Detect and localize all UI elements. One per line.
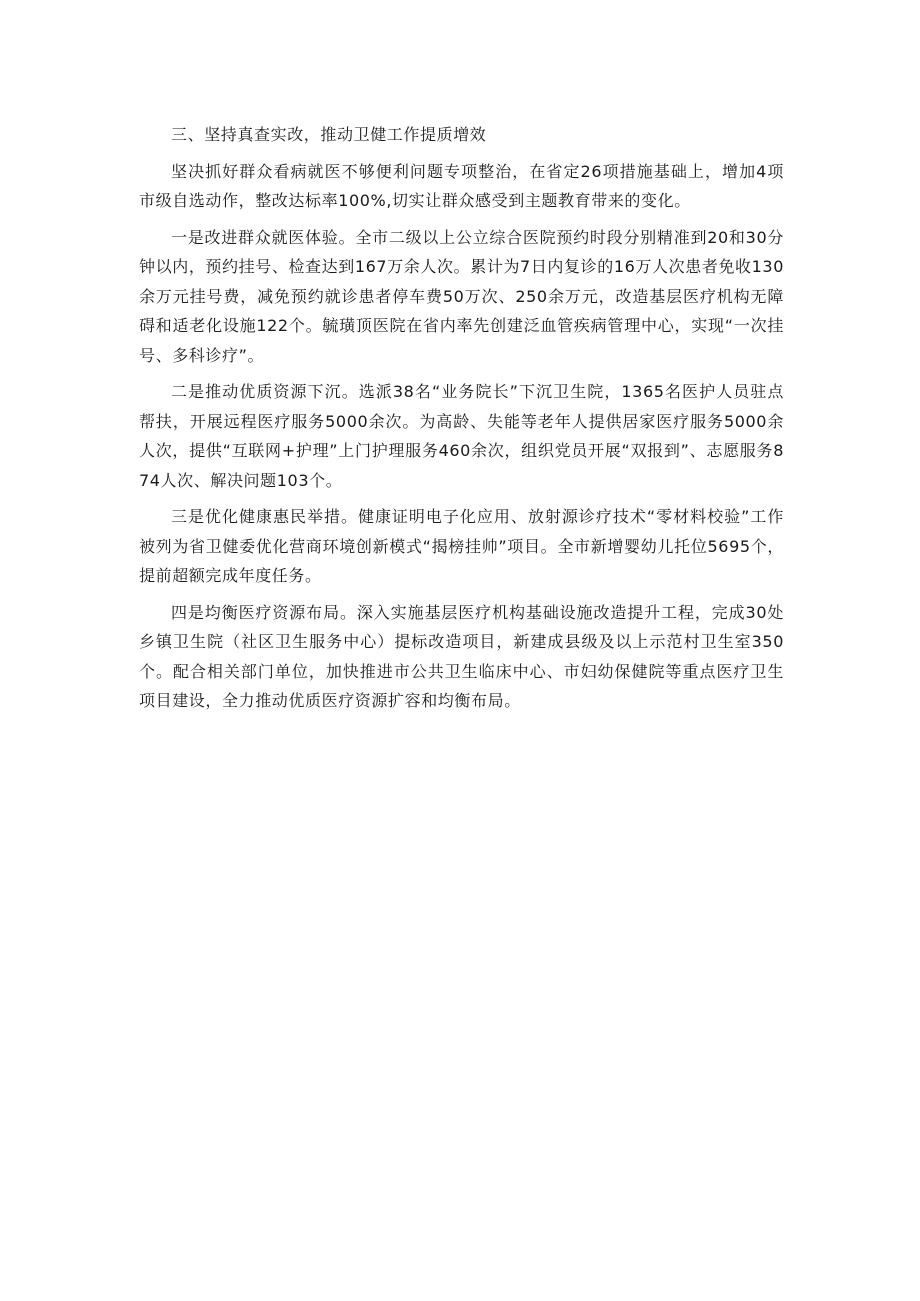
paragraph-resource-layout: 四是均衡医疗资源布局。深入实施基层医疗机构基础设施改造提升工程，完成30处乡镇卫生院（社区卫生服务中心）提标改造项目，新建成县级及以上示范村卫生室350个。配合相关部门单位，加快推进市公共卫生临床中心、市妇幼保健院等重点医疗卫生项目建设，全力推动优质医疗资源扩容和均衡布局。 xyxy=(139,602,784,710)
paragraph-intro: 坚决抓好群众看病就医不够便利问题专项整治，在省定26项措施基础上，增加4项市级自选动作，整改达标率100%,切实让群众感受到主题教育带来的变化。 xyxy=(139,161,784,210)
paragraph-health-measures: 三是优化健康惠民举措。健康证明电子化应用、放射源诊疗技术“零材料校验”工作被列为省卫健委优化营商环境创新模式“揭榜挂帅”项目。全市新增婴幼儿托位5695个，提前超额完成年度任务。 xyxy=(139,507,784,585)
document-body xyxy=(139,120,784,723)
paragraph-patient-experience: 一是改进群众就医体验。全市二级以上公立综合医院预约时段分别精准到20和30分钟以内，预约挂号、检查达到167万余人次。累计为7日内复诊的16万人次患者免收130余万元挂号费，减免预约就诊患者停车费50万次、250余万元，改造基层医疗机构无障碍和适老化设施122个。毓璜顶医院在省内率先创建泛血管疾病管理中心，实现“一次挂号、多科诊疗”。 xyxy=(139,227,784,365)
paragraph-resource-sinking: 二是推动优质资源下沉。选派38名“业务院长”下沉卫生院，1365名医护人员驻点帮扶，开展远程医疗服务5000余次。为高龄、失能等老年人提供居家医疗服务5000余人次，提供“互联网+护理”上门护理服务460余次，组织党员开展“双报到”、志愿服务874人次、解决问题103个。 xyxy=(139,382,784,490)
section-heading: 三、坚持真查实改，推动卫健工作提质增效 xyxy=(171,125,487,144)
